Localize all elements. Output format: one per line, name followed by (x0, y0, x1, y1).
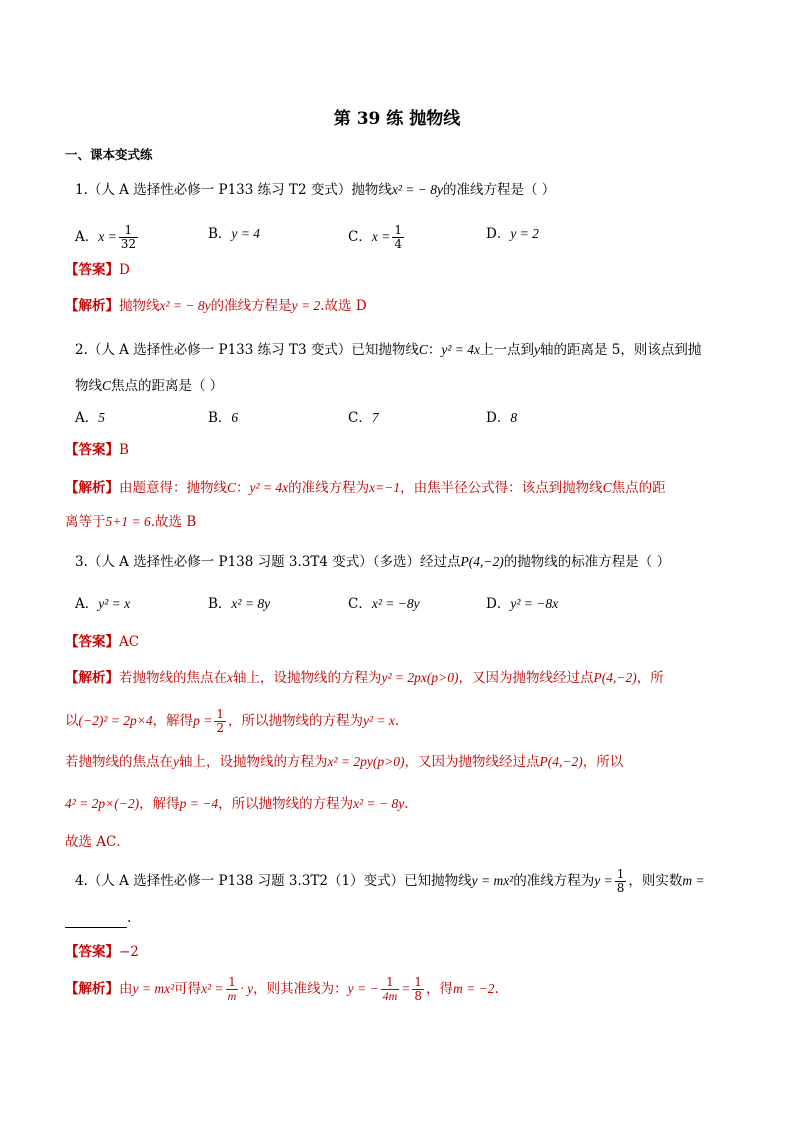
q2-option-c (348, 408, 379, 428)
q1-stem-tail: 的准线方程是（ ） (442, 182, 556, 198)
fraction (381, 976, 400, 1003)
analysis-text: ，所 (636, 670, 664, 686)
answer-value: AC (119, 634, 140, 650)
q3-text: 的抛物线的标准方程是（ ） (503, 554, 671, 570)
q1-answer (65, 260, 715, 280)
analysis-text: ，又因为抛物线经过点 (458, 670, 594, 686)
q2-math: C (102, 378, 112, 393)
denominator: m (227, 989, 237, 1003)
analysis-math: C (602, 480, 612, 495)
analysis-text: 由 (119, 981, 133, 997)
denominator: 8 (414, 989, 422, 1003)
analysis-tag: 【解析】 (65, 981, 119, 997)
q4-math: y = (594, 873, 613, 888)
q2-math: y (534, 342, 540, 357)
fraction (615, 868, 627, 895)
q2-text: 焦点的距离是（ ） (111, 378, 224, 394)
q2-option-d (486, 408, 517, 428)
q3-answer (65, 632, 715, 652)
analysis-text: 由题意得：抛物线 (119, 480, 227, 496)
analysis-text: ，所以 (582, 754, 624, 770)
option-label: C． (348, 229, 372, 245)
option-label: A． (75, 410, 99, 426)
analysis-text: 离等于 (65, 514, 106, 530)
fraction (412, 976, 424, 1003)
q2-text: 轴的距离是 5，则该点到抛 (540, 342, 702, 358)
page-title: 第 39 练 抛物线 (333, 109, 461, 129)
answer-tag: 【答案】 (65, 442, 119, 458)
q1-option-c (348, 224, 406, 251)
option-math: 5 (98, 410, 105, 425)
q2-option-a (75, 408, 105, 428)
analysis-math: (−2)² = 2p×4 (78, 713, 153, 728)
option-label: B． (208, 596, 232, 612)
denominator: 4m (382, 989, 398, 1003)
q3-stem (75, 552, 725, 572)
q2-stem-line2 (75, 376, 725, 396)
answer-tag: 【答案】 (65, 944, 119, 960)
analysis-tag: 【解析】 (65, 670, 119, 686)
analysis-math: x² = − 8y (159, 298, 211, 313)
analysis-text: 以 (65, 713, 79, 729)
analysis-math: p = (193, 713, 213, 728)
answer-blank[interactable] (65, 913, 127, 928)
q1-stem-text: 1.（人 A 选择性必修一 P133 练习 T2 变式）抛物线 (75, 182, 392, 198)
q4-analysis (65, 976, 715, 1003)
option-math: x² = −8y (371, 596, 420, 611)
analysis-math: 4² = 2p×(−2) (65, 796, 140, 811)
q3-option-d (486, 594, 558, 614)
option-math: x = (371, 229, 391, 244)
denominator: 8 (616, 881, 625, 895)
q3-option-a (75, 594, 130, 614)
numerator: 1 (226, 976, 239, 990)
option-label: D． (486, 596, 511, 612)
numerator: 1 (119, 224, 138, 238)
q4-stem (75, 868, 725, 895)
analysis-math: x² = 2py(p>0) (327, 754, 405, 769)
option-label: B． (208, 410, 232, 426)
option-math: 8 (510, 410, 518, 425)
option-label: D． (486, 410, 511, 426)
q1-stem (75, 180, 725, 200)
fraction (226, 976, 239, 1003)
option-math: y² = x (98, 596, 131, 611)
analysis-text: 若抛物线的焦点在 (119, 670, 227, 686)
option-label: B． (208, 226, 232, 242)
q3-math: P(4,−2) (460, 554, 504, 569)
analysis-math: m = −2 (453, 981, 495, 996)
analysis-math: = (401, 981, 411, 996)
analysis-text: 的准线方程为 (288, 480, 370, 496)
numerator: 1 (381, 976, 400, 990)
option-math: x² = 8y (231, 596, 271, 611)
option-math: y = 2 (510, 226, 539, 241)
analysis-math: x² = (201, 981, 224, 996)
option-label: C． (348, 596, 372, 612)
numerator: 1 (414, 975, 422, 989)
q4-math: m = (682, 873, 705, 888)
analysis-text: .故选 D (320, 298, 367, 314)
answer-tag: 【答案】 (65, 262, 119, 278)
q4-math: y = mx² (471, 873, 514, 888)
q4-text: 的准线方程为 (513, 873, 595, 889)
numerator: 1 (216, 707, 225, 721)
analysis-math: y² = 4x (249, 480, 289, 495)
analysis-text: ，又因为抛物线经过点 (404, 754, 540, 770)
analysis-text: .故选 B (150, 514, 197, 530)
q1-option-a (75, 224, 140, 251)
analysis-math: · y (240, 981, 254, 996)
numerator: 1 (616, 867, 625, 881)
analysis-math: x=−1 (369, 480, 401, 495)
analysis-math: p = −4 (179, 796, 219, 811)
denominator: 32 (120, 237, 137, 251)
analysis-text: ，解得 (152, 713, 194, 729)
analysis-text: 轴上，设抛物线的方程为 (179, 754, 328, 770)
option-math: 7 (371, 410, 379, 425)
analysis-text: ，得 (426, 981, 453, 997)
analysis-text: ，所以抛物线的方程为 (228, 713, 364, 729)
q4-text: 4.（人 A 选择性必修一 P138 习题 3.3T2（1）变式）已知抛物线 (75, 873, 472, 889)
analysis-text: 的准线方程是 (210, 298, 292, 314)
answer-value: D (119, 262, 130, 278)
q3-analysis-line2 (65, 708, 715, 735)
analysis-math: y = mx² (132, 981, 175, 996)
q2-stem-line1 (75, 340, 725, 360)
q4-text: ，则实数 (628, 873, 683, 889)
q3-text: 3.（人 A 选择性必修一 P138 习题 3.3T4 变式）（多选）经过点 (75, 554, 461, 570)
q2-option-b (208, 408, 238, 428)
denominator: 2 (216, 721, 225, 735)
analysis-math: y (173, 754, 179, 769)
q1-option-b (208, 224, 260, 244)
option-label: D． (486, 226, 511, 242)
analysis-text: ，解得 (139, 796, 180, 812)
analysis-text: ： (236, 480, 250, 496)
analysis-math: y² = x (363, 713, 395, 728)
option-math: y² = −8x (510, 596, 559, 611)
analysis-math: y = 2 (291, 298, 321, 313)
q2-text: ： (427, 342, 442, 358)
q4-answer (65, 942, 715, 962)
answer-value: −2 (119, 944, 139, 960)
option-label: A． (75, 596, 99, 612)
analysis-text: 可得 (174, 981, 202, 997)
analysis-text: 焦点的距 (611, 480, 666, 496)
analysis-tag: 【解析】 (65, 480, 119, 496)
option-label: C． (348, 410, 372, 426)
analysis-math: P(4,−2) (539, 754, 583, 769)
numerator: 1 (394, 223, 402, 237)
option-math: 6 (231, 410, 239, 425)
q3-analysis-line3 (65, 752, 715, 772)
q4-blank-line (65, 908, 715, 928)
q2-text: 上一点到 (480, 342, 534, 358)
answer-value: B (119, 442, 129, 458)
analysis-text: . (394, 713, 400, 729)
section-heading: 一、课本变式练 (65, 147, 153, 162)
q2-text: 2.（人 A 选择性必修一 P133 练习 T3 变式）已知抛物线 (75, 342, 419, 358)
fraction (392, 224, 404, 251)
analysis-text: . (404, 796, 409, 812)
fraction (214, 708, 226, 735)
q3-analysis-line4 (65, 794, 715, 814)
q3-option-c (348, 594, 420, 614)
option-label: A． (75, 229, 99, 245)
answer-tag: 【答案】 (65, 634, 119, 650)
fraction (119, 224, 138, 251)
q3-analysis-line1 (65, 668, 715, 688)
q2-text: 物线 (75, 378, 102, 394)
analysis-text: 若抛物线的焦点在 (65, 754, 173, 770)
q1-analysis (65, 296, 715, 316)
q2-math: y² = 4x (441, 342, 480, 357)
analysis-text: ，则其准线为： (253, 981, 348, 997)
q1-option-d (486, 224, 539, 244)
denominator: 4 (394, 237, 402, 251)
analysis-text: 轴上，设抛物线的方程为 (233, 670, 382, 686)
analysis-math: y = − (347, 981, 379, 996)
q4-text: . (127, 910, 132, 926)
analysis-text: . (494, 981, 499, 997)
q2-analysis-line1 (65, 478, 715, 498)
analysis-text: ，所以抛物线的方程为 (218, 796, 354, 812)
analysis-tag: 【解析】 (65, 298, 119, 314)
q1-equation: x² = − 8y (391, 182, 443, 197)
analysis-math: 5+1 = 6 (105, 514, 151, 529)
q2-answer (65, 440, 715, 460)
q3-option-b (208, 594, 270, 614)
q2-math: C (418, 342, 428, 357)
analysis-math: y² = 2px(p>0) (381, 670, 459, 685)
option-math: x = (98, 229, 117, 244)
analysis-text: 抛物线 (119, 298, 160, 314)
analysis-math: x² = − 8y (353, 796, 405, 811)
analysis-text: ，由焦半径公式得：该点到抛物线 (400, 480, 603, 496)
analysis-math: P(4,−2) (593, 670, 637, 685)
q2-analysis-line2 (65, 512, 715, 532)
q3-analysis-line5: 故选 AC． (65, 834, 130, 850)
analysis-math: x (227, 670, 233, 685)
option-math: y = 4 (231, 226, 261, 241)
analysis-math: C (227, 480, 237, 495)
